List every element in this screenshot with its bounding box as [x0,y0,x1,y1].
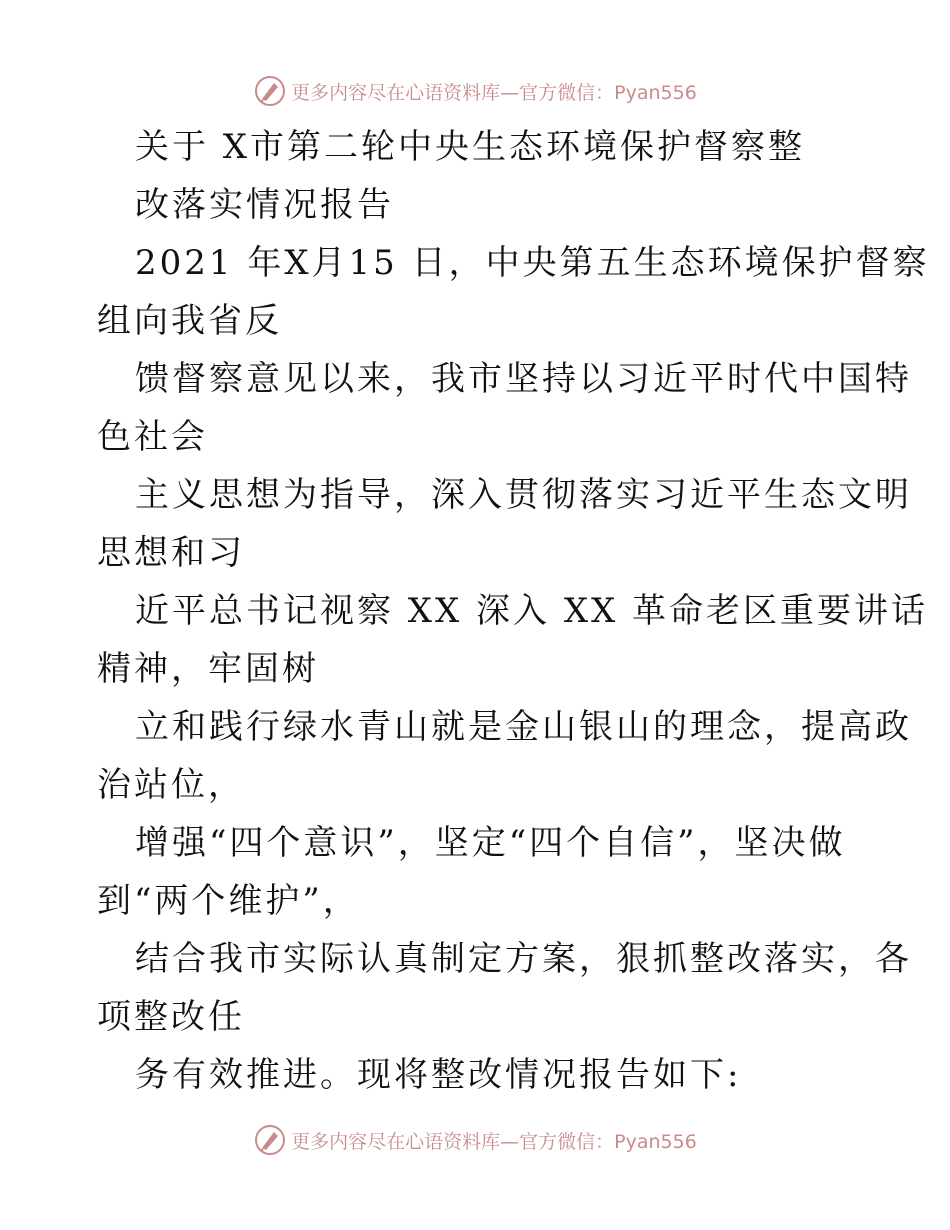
doc-line: 思想和习 [97,533,245,573]
watermark-header [0,71,950,111]
doc-line: 项整改任 [97,997,245,1037]
doc-line: 组向我省反 [97,301,282,341]
watermark-footer [0,1120,950,1160]
doc-line: 治站位， [97,765,245,805]
doc-line: 近平总书记视察 XX 深入 XX 革命老区重要讲话 [135,591,929,631]
pen-seal-icon [253,74,287,108]
doc-line: 务有效推进。现将整改情况报告如下: [135,1055,742,1095]
doc-line: 精神，牢固树 [97,649,319,689]
doc-line: 2021 年X月15 日，中央第五生态环境保护督察 [135,243,930,283]
doc-line: 增强“四个意识”，坚定“四个自信”，坚决做 [135,823,846,863]
watermark-text: 更多内容尽在心语资料库—官方微信：Pyan556 [291,1130,697,1153]
doc-line: 到“两个维护”， [97,881,360,921]
watermark-text: 更多内容尽在心语资料库—官方微信：Pyan556 [291,81,697,104]
document-body [97,118,930,1104]
pen-seal-icon [253,1123,287,1157]
doc-line: 馈督察意见以来，我市坚持以习近平时代中国特 [135,359,912,399]
doc-line: 主义思想为指导，深入贯彻落实习近平生态文明 [135,475,912,515]
doc-line: 立和践行绿水青山就是金山银山的理念，提高政 [135,707,912,747]
doc-line: 关于 X市第二轮中央生态环境保护督察整 [135,127,806,167]
doc-line: 结合我市实际认真制定方案，狠抓整改落实，各 [135,939,912,979]
doc-line: 色社会 [97,417,208,457]
doc-line: 改落实情况报告 [135,185,394,225]
